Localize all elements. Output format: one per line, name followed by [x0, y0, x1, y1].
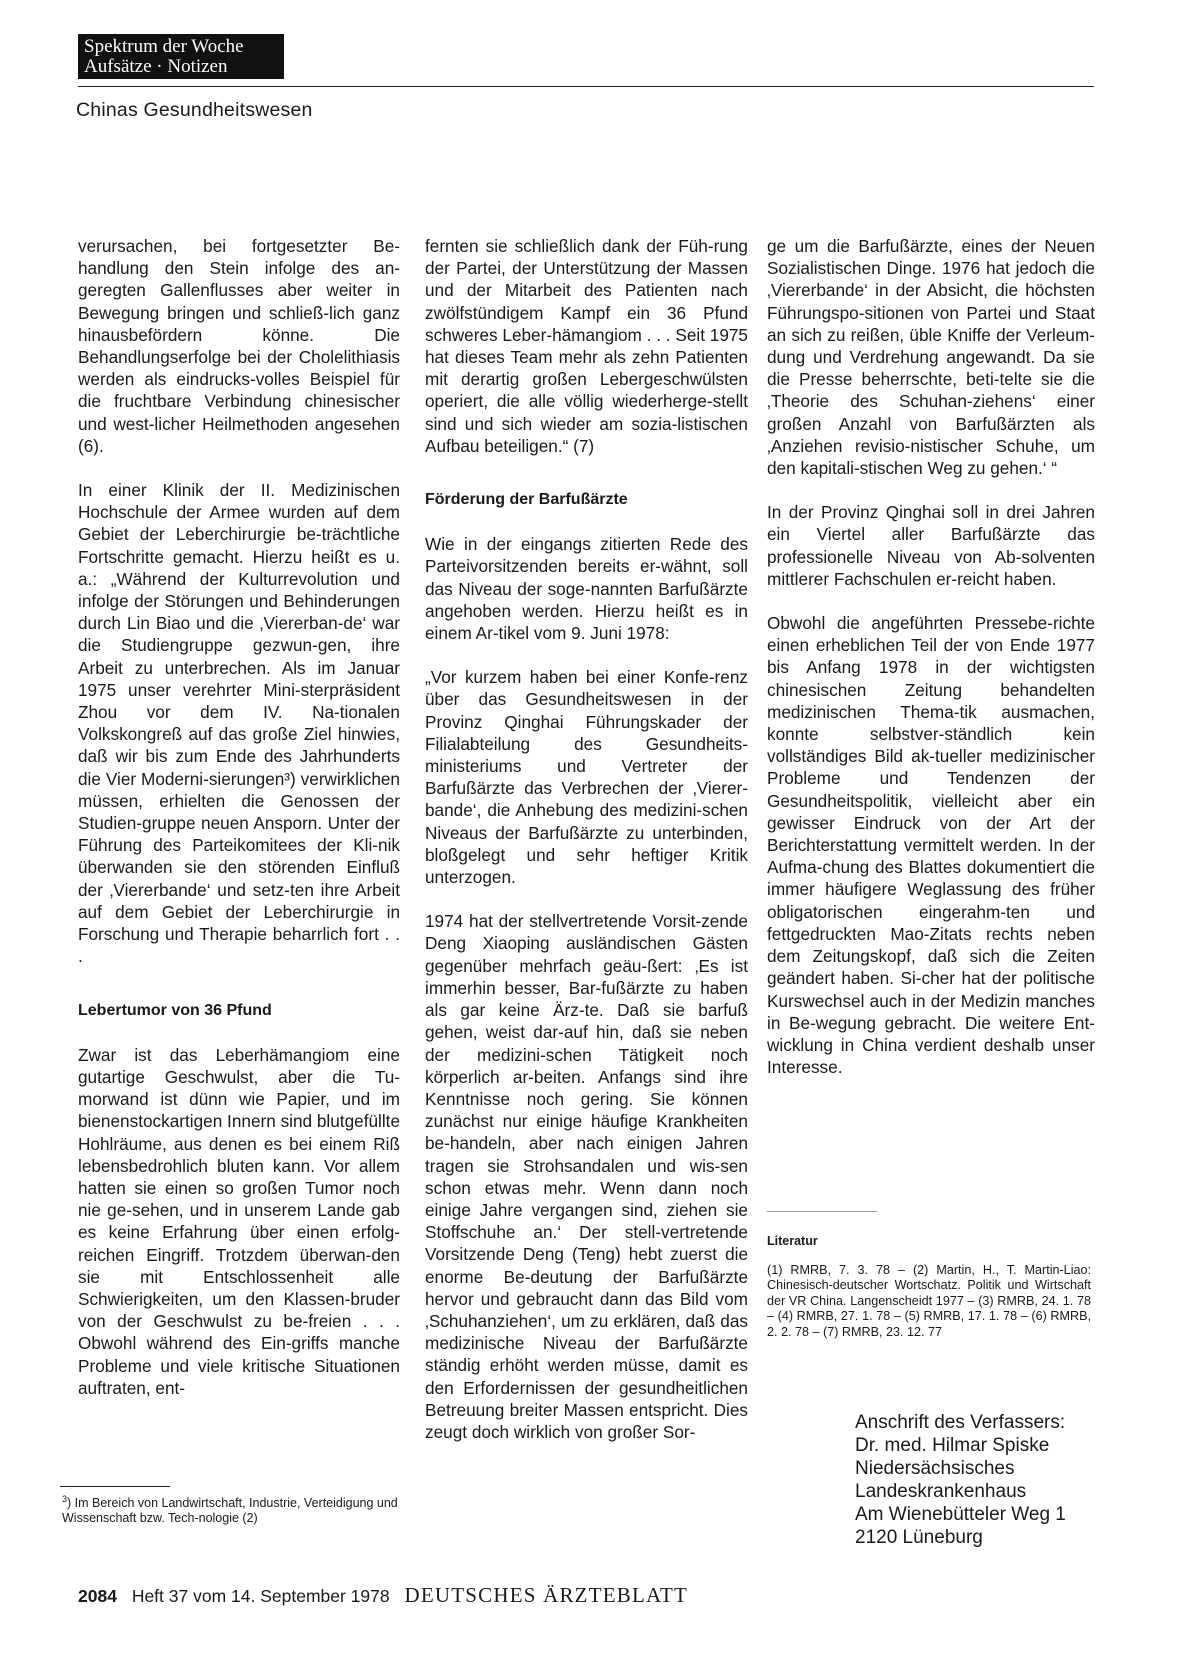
footnote-rule [60, 1486, 170, 1487]
header-rule [78, 86, 1094, 87]
page-number: 2084 [78, 1586, 117, 1606]
footnote-mark: 3 [62, 1494, 68, 1504]
address-line: Am Wienebütteler Weg 1 [855, 1504, 1066, 1525]
address-line: Niedersächsisches [855, 1458, 1015, 1479]
paragraph: Zwar ist das Leberhämangiom eine gutartige Geschwulst, aber die Tu-morwand ist dünn wie Papier, und im bienenstockartigen Innern sind blutgefüllte Hohlräume, aus denen es bei einem Riß lebensbedrohlich bluten kann. Vor allem hatten sie einen so großen Tumor noch nie ge-sehen, und in unserem Lande gab es keine Erfahrung über einen erfolg-reichen Eingriff. Trotzdem überwan-den sie mit Entschlossenheit alle Schwierigkeiten, um den Klassen-bruder von der Geschwulst zu be-freien . . . Obwohl während des Ein-griffs manche Probleme und viele kritische Situationen auftraten, ent- [78, 1044, 401, 1398]
subheading: Lebertumor von 36 Pfund [78, 1001, 272, 1019]
paragraph: fernten sie schließlich dank der Füh-rung der Partei, der Unterstützung der Massen und der Mitarbeit des Patienten nach zwölfstündigem Kampf ein 36 Pfund schweres Leber-hämangiom . . . Seit 1975 hat dieses Team mehr als zehn Patienten mit derartig großen Lebergeschwülsten operiert, die alle völlig wiederherge-stellt sind und sich wieder am sozia-listischen Aufbau beteiligen.“ (7) [425, 236, 748, 456]
section-label-line2: Aufsätze · Notizen [84, 56, 228, 77]
column-3 [767, 235, 1095, 1100]
address-line: Anschrift des Verfassers: [855, 1412, 1066, 1433]
column-2 [425, 235, 748, 1465]
paragraph: ge um die Barfußärzte, eines der Neuen Sozialistischen Dinge. 1976 hat jedoch die ‚Viererbande‘ in der Absicht, die höchsten Führungspo-sitionen von Partei und Staat an sich zu reißen, üble Kniffe der Verleum-dung und Verdrehung angewandt. Da sie die Presse beherrschte, beti-telte sie die ‚Theorie des Schuhan-ziehens‘ einer großen Anzahl von Barfußärzten als ‚Anziehen revisio-nistischer Schuhe, um den kapitali-stischen Weg zu gehen.‘ “ [767, 236, 1095, 479]
section-label-line1: Spektrum der Woche [84, 36, 244, 57]
literature-heading: Literatur [767, 1234, 818, 1248]
address-line: Landeskrankenhaus [855, 1481, 1027, 1502]
column-1 [78, 235, 400, 1421]
issue-info: Heft 37 vom 14. September 1978 [131, 1586, 390, 1606]
footnote-text: Im Bereich von Landwirtschaft, Industrie, Verteidigung und Wissenschaft bzw. Tech-nologie (2) [62, 1496, 398, 1526]
paragraph: verursachen, bei fortgesetzter Be-handlung den Stein infolge des an-geregten Gallenflusses aber weiter in Bewegung bringen und schließ-lich ganz hinausbefördern könne. Die Behandlungserfolge bei der Cholelithiasis werden als eindrucks-volles Beispiel für die fruchtbare Verbindung chinesischer und west-licher Heilmethoden angesehen (6). [78, 236, 400, 456]
paragraph: In einer Klinik der II. Medizinischen Hochschule der Armee wurden auf dem Gebiet der Leberchirurgie be-trächtliche Fortschritte gemacht. Hierzu heißt es u. a.: „Während der Kulturrevolution und infolge der Störungen und Behinderungen durch Lin Biao und die ‚Viererban-de‘ war die Studiengruppe gezwun-gen, ihre Arbeit zu unterbrechen. Als im Januar 1975 unser verehrter Mini-sterpräsident Zhou vor dem IV. Na-tionalen Volkskongreß auf das große Ziel hinwies, daß wir bis zum Ende des Jahrhunderts die Vier Moderni-sierungen³) verwirklichen müssen, erhielten die Genossen der Studien-gruppe neuen Ansporn. Unter der Führung des Parteikomitees der Kli-nik überwanden sie den störenden Einfluß der ‚Viererbande‘ und setz-ten ihre Arbeit auf dem Gebiet der Leberchirurgie in Forschung und Therapie beharrlich fort . . . [78, 480, 400, 967]
literature-list: (1) RMRB, 7. 3. 78 – (2) Martin, H., T. Martin-Liao: Chinesisch-deutscher Wortschatz. Politik und Wirtschaft der VR China. Langenscheidt 1977 – (3) RMRB, 24. 1. 78 – (4) RMRB, 27. 1. 78 – (5) RMRB, 17. 1. 78 – (6) RMRB, 2. 2. 78 – (7) RMRB, 23. 12. 77 [767, 1263, 1091, 1339]
paragraph: 1974 hat der stellvertretende Vorsit-zende Deng Xiaoping ausländischen Gästen gegenüber mehrfach geäu-ßert: ‚Es ist immerhin besser, Bar-fußärzte zu haben als gar keine Ärz-te. Daß sie barfuß gehen, weist dar-auf hin, daß sie neben der medizini-schen Tätigkeit noch körperlich ar-beiten. Anfangs sind ihre Kenntnisse noch gering. Sie können zunächst nur einige häufige Krankheiten be-handeln, aber nach einigen Jahren tragen sie Strohsandalen und wis-sen schon etwas mehr. Wenn dann noch einige Jahre vergangen sind, ziehen sie Stoffschuhe an.‘ Der stell-vertretende Vorsitzende Deng (Teng) hebt zuerst die enorme Be-deutung der Barfußärzte hervor und gebraucht dann das Bild vom ‚Schuhanziehen‘, um zu erklären, daß das medizinische Niveau der Barfußärzte ständig erhöht werden müsse, damit es den Erfordernissen der gesundheitlichen Betreuung breiter Massen entspricht. Dies zeugt doch wirklich von großer Sor- [425, 911, 748, 1442]
page-footer [78, 1583, 688, 1608]
subheading: Förderung der Barfußärzte [425, 491, 628, 509]
paragraph: Obwohl die angeführten Pressebe-richte einen erheblichen Teil der von Ende 1977 bis Anfang 1978 in der wichtigsten chinesischen Zeitung behandelten medizinischen Thema-tik ausmachen, konnte selbstver-ständlich kein vollständiges Bild ak-tueller medizinischer Probleme und Tendenzen der Gesundheitspolitik, vielleicht aber ein gewisser Eindruck von der Art der Berichterstattung vermittelt werden. In der Aufma-chung des Blattes dokumentiert die immer häufigere Weglassung des früher obligatorischen eingerahm-ten und fettgedruckten Mao-Zitats rechts neben dem Zeitungskopf, daß sich die Zeiten geändert haben. Si-cher hat der politische Kurswechsel auch in der Medizin manches in Be-wegung gebracht. Die weitere Ent-wicklung in China verdient deshalb unser Interesse. [767, 613, 1095, 1078]
paragraph: In der Provinz Qinghai soll in drei Jahren ein Viertel aller Barfußärzte das professionelle Niveau von Ab-solventen mittlerer Fachschulen er-reicht haben. [767, 502, 1095, 589]
literature-rule [767, 1211, 877, 1212]
address-line: 2120 Lüneburg [855, 1527, 983, 1548]
footnote: $^3$) Im Bereich von Landwirtschaft, Industrie, Verteidigung und Wissenschaft bzw. Tech-nologie (2) [62, 1494, 398, 1526]
page-title: Chinas Gesundheitswesen [76, 99, 313, 121]
address-line: Dr. med. Hilmar Spiske [855, 1435, 1050, 1456]
paragraph: Wie in der eingangs zitierten Rede des Parteivorsitzenden bereits er-wähnt, soll das Niveau der soge-nannten Barfußärzte angehoben werden. Hierzu heißt es in einem Ar-tikel vom 9. Juni 1978: [425, 534, 748, 644]
section-label-box [78, 34, 284, 79]
paragraph: „Vor kurzem haben bei einer Konfe-renz über das Gesundheitswesen in der Provinz Qinghai Führungskader der Filialabteilung des Gesundheits-ministeriums und Vertreter der Barfußärzte das Verbrechen der ‚Vierer-bande‘, die Anhebung des medizini-schen Niveaus der Barfußärzte zu unterbinden, bloßgelegt und sehr heftiger Kritik unterzogen. [425, 667, 748, 888]
author-address [855, 1411, 1066, 1549]
journal-name: DEUTSCHES ÄRZTEBLATT [404, 1583, 689, 1607]
